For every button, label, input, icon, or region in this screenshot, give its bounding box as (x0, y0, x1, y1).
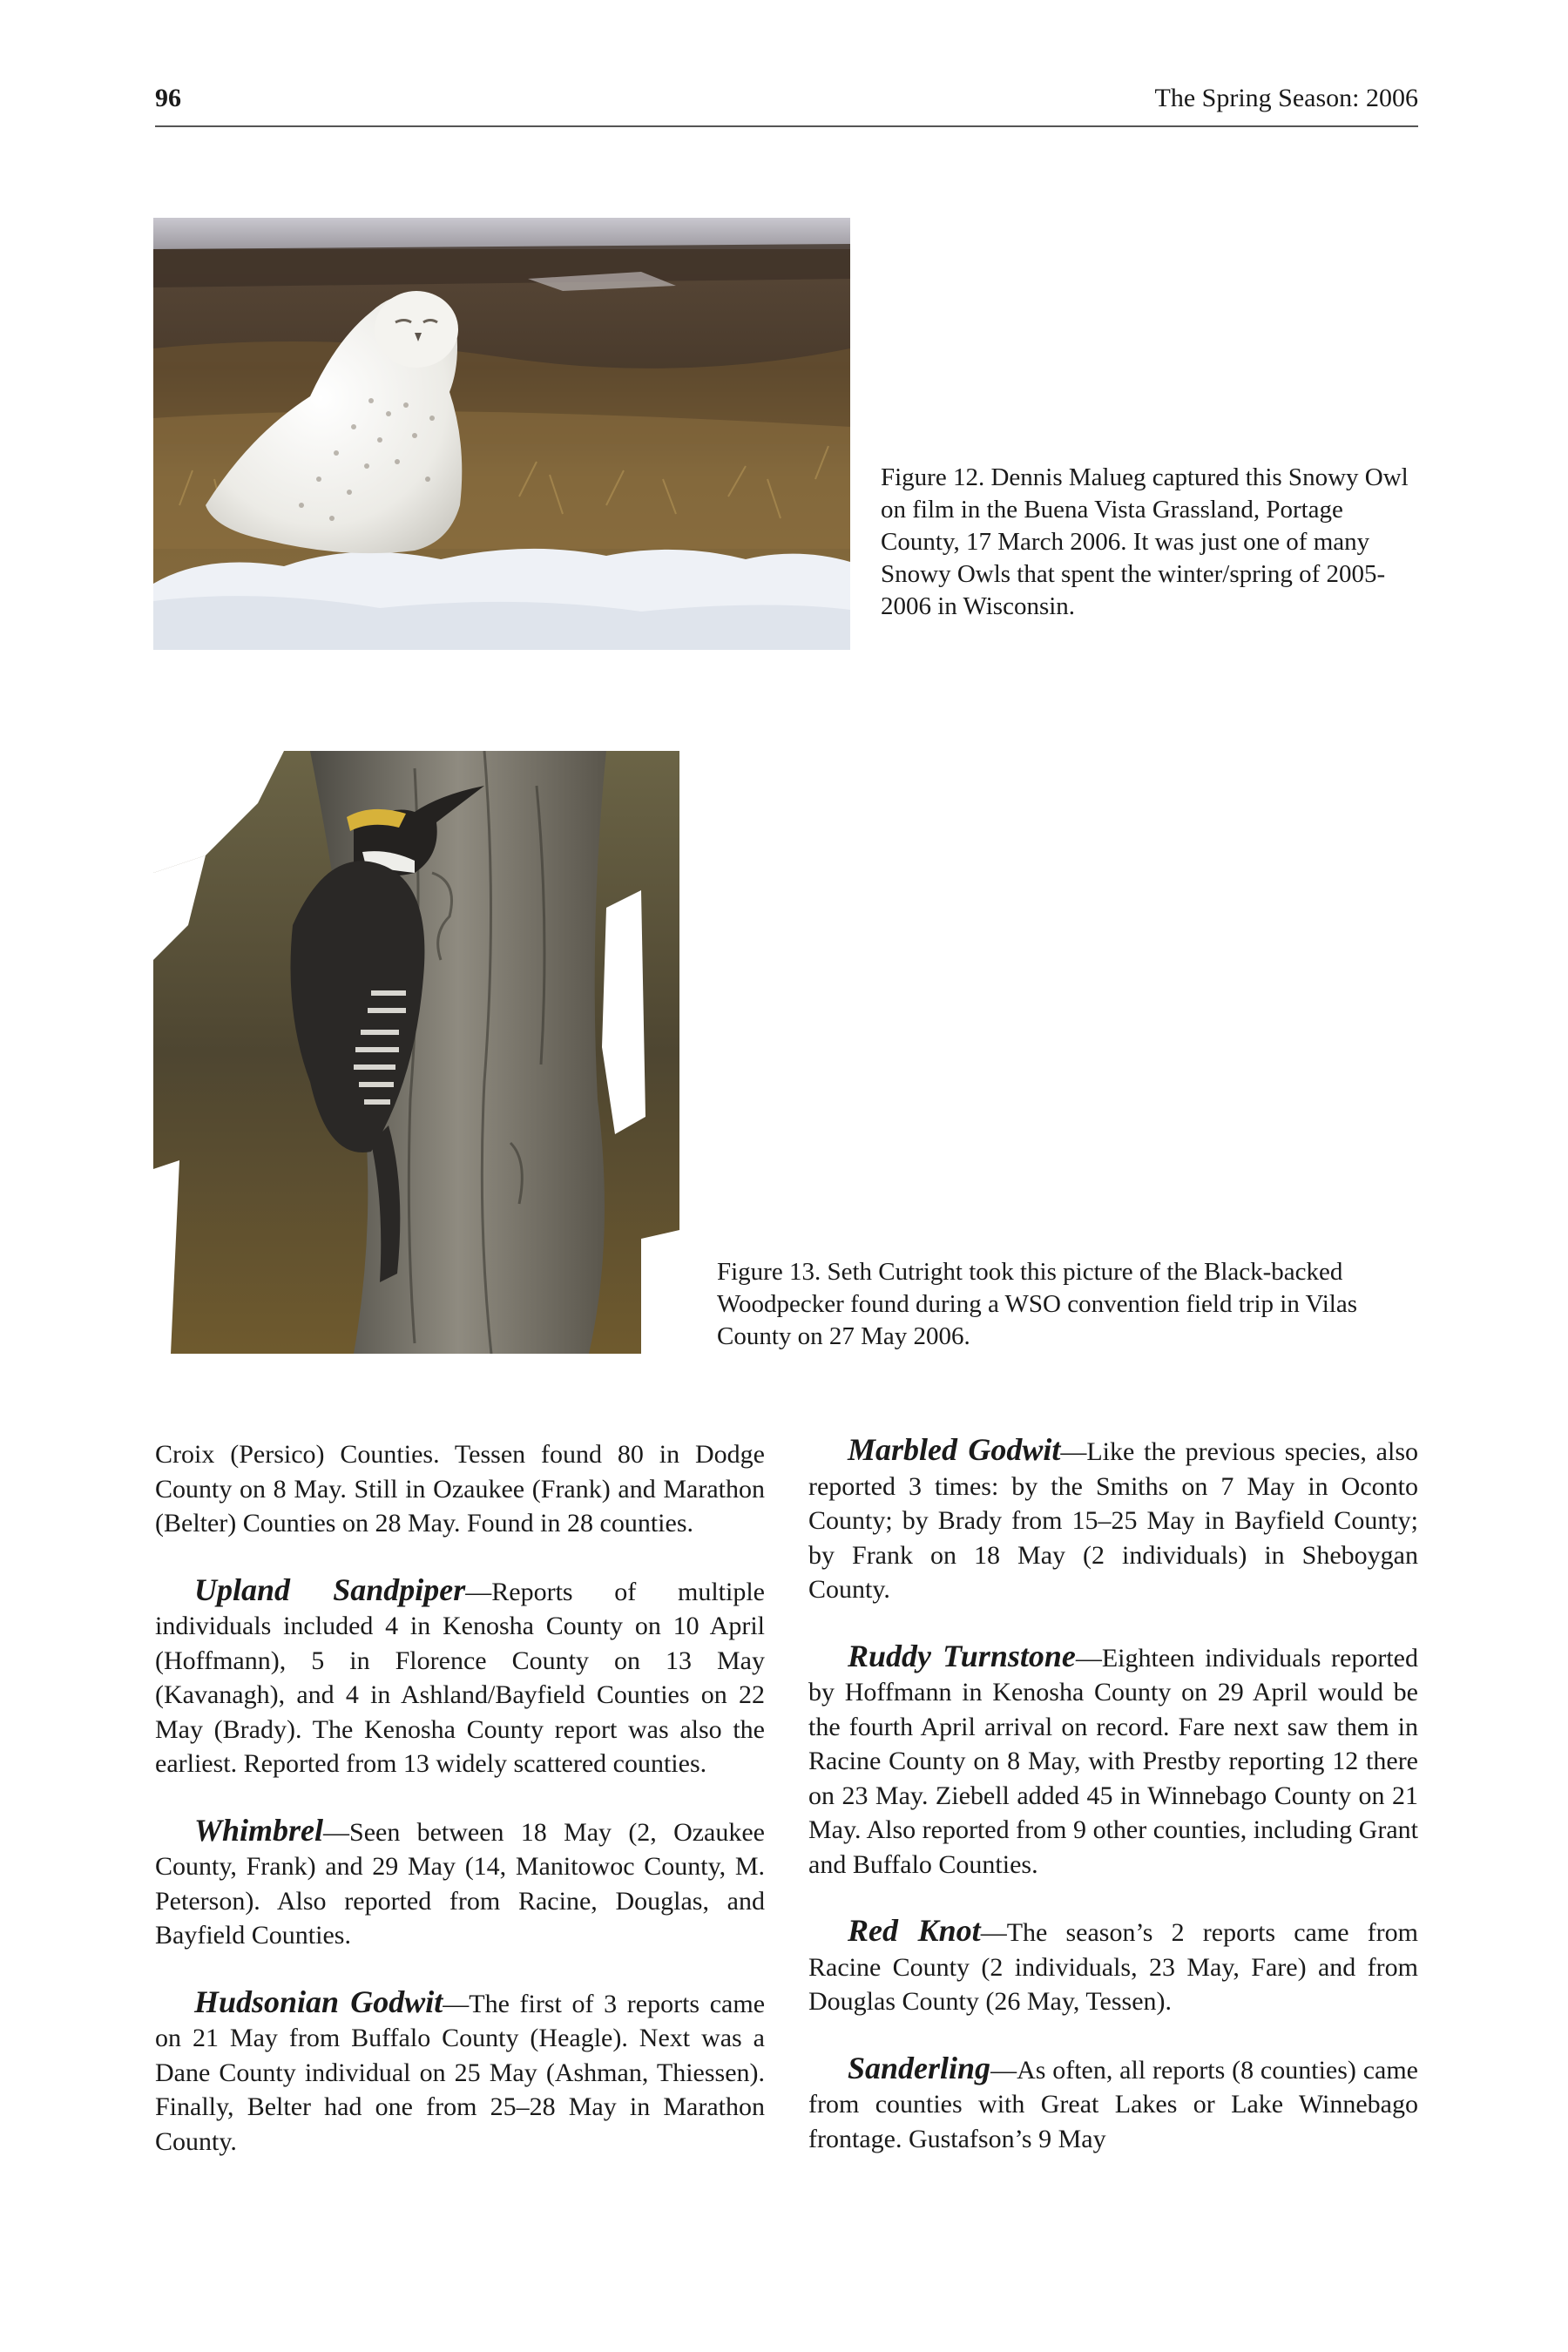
continuation-paragraph: Croix (Persico) Counties. Tessen found 80 in Dodge County on 8 May. Still in Ozaukee (Frank) and Marathon (Belter) Counties on 28 May. Found in 28 counties. (155, 1440, 765, 1538)
species-name: Sanderling (848, 2050, 991, 2085)
species-entry: Ruddy Turnstone—Eighteen individuals reported by Hoffmann in Kenosha County on 29 April would be the fourth April arrival on record. Fare next saw them in Racine County on 8 May, with Prestby reporting 12 there on 23 May. Ziebell added 45 in Winnebago County on 21 May. Also reported from 9 other counties, including Grant and Buffalo Counties. (808, 1638, 1419, 1879)
page-number: 96 (155, 84, 181, 112)
species-text: Eighteen individuals reported by Hoffmann in Kenosha County on 29 April would be the fourth April arrival on record. Fare next saw them in Racine County on 8 May, with Prestby reporting 12 there on 23 May. Ziebell added 45 in Winnebago County on 21 May. Also reported from 9 other counties, including Grant and Buffalo Counties. (808, 1643, 1419, 1879)
woodpecker-photo (153, 751, 679, 1354)
species-text: Reports of multiple individuals included 4 in Kenosha County on 10 April (Hoffmann), 5 in Florence County on 13 May (Kavanagh), and 4 in Ashland/Bayfield Counties on 22 May (Brady). The Kenosha County report was also the earliest. Reported from 13 widely scattered counties. (155, 1577, 765, 1778)
species-entry: Whimbrel—Seen between 18 May (2, Ozaukee County, Frank) and 29 May (14, Manitowoc County, M. Peterson). Also reported from Racine, Douglas, and Bayfield Counties. (155, 1812, 765, 1950)
left-text-column (155, 1437, 765, 2191)
species-name: Red Knot (848, 1913, 981, 1948)
species-entry: Upland Sandpiper—Reports of multiple individuals included 4 in Kenosha County on 10 April (Hoffmann), 5 in Florence County on 13 May (Kavanagh), and 4 in Ashland/Bayfield Counties on 22 May (Brady). The Kenosha County report was also the earliest. Reported from 13 widely scattered counties. (155, 1571, 765, 1778)
species-entry: Hudsonian Godwit—The first of 3 reports came on 21 May from Buffalo County (Heagle). Next was a Dane County individual on 25 May (Ashman, Thiessen). Finally, Belter had one from 25–28 May in Marathon County. (155, 1984, 766, 2156)
snowy-owl-photo (153, 218, 850, 650)
figure-13-caption: Figure 13. Seth Cutright took this picture of the Black-backed Woodpecker found during a WSO convention field trip in Vilas County on 27 May 2006. (717, 1258, 1358, 1350)
species-text: The season’s 2 reports came from Racine County (2 individuals, 23 May, Fare) and from Douglas County (26 May, Tessen). (808, 1918, 1418, 2016)
species-text: As often, all reports (8 counties) came from counties with Great Lakes or Lake Winnebago frontage. Gustafson’s 9 May (808, 2055, 1418, 2153)
species-text: Seen between 18 May (2, Ozaukee County, Frank) and 29 May (14, Manitowoc County, M. Peterson). Also reported from Racine, Douglas, and Bayfield Counties. (155, 1817, 765, 1950)
species-name: Whimbrel (194, 1812, 324, 1848)
species-name: Hudsonian Godwit (194, 1984, 443, 2019)
species-name: Upland Sandpiper (194, 1571, 466, 1607)
right-text-column (808, 1433, 1418, 2188)
species-entry: Sanderling—As often, all reports (8 counties) came from counties with Great Lakes or Lake Winnebago frontage. Gustafson’s 9 May (808, 2050, 1418, 2153)
running-head: The Spring Season: 2006 (1154, 84, 1418, 112)
species-entry: Marbled Godwit—Like the previous species, also reported 3 times: by the Smiths on 7 May in Oconto County; by Brady from 15–25 May in Bayfield County; by Frank on 18 May (2 individuals) in Sheboygan County. (808, 1432, 1419, 1604)
species-text: Like the previous species, also reported 3 times: by the Smiths on 7 May in Oconto County; by Brady from 15–25 May in Bayfield County; by Frank on 18 May (2 individuals) in Sheboygan County. (808, 1437, 1419, 1604)
species-name: Ruddy Turnstone (848, 1638, 1076, 1673)
species-text: The first of 3 reports came on 21 May from Buffalo County (Heagle). Next was a Dane County individual on 25 May (Ashman, Thiessen). Finally, Belter had one from 25–28 May in Marathon County. (155, 1989, 766, 2156)
figure-12-caption: Figure 12. Dennis Malueg captured this Snowy Owl on film in the Buena Vista Grassland, Portage County, 17 March 2006. It was just one of many Snowy Owls that spent the winter/spring of 2005-2006 in Wisconsin. (881, 463, 1409, 620)
page-header (155, 84, 1418, 127)
species-name: Marbled Godwit (848, 1432, 1061, 1467)
species-entry: Red Knot—The season’s 2 reports came from Racine County (2 individuals, 23 May, Fare) and from Douglas County (26 May, Tessen). (808, 1913, 1418, 2016)
